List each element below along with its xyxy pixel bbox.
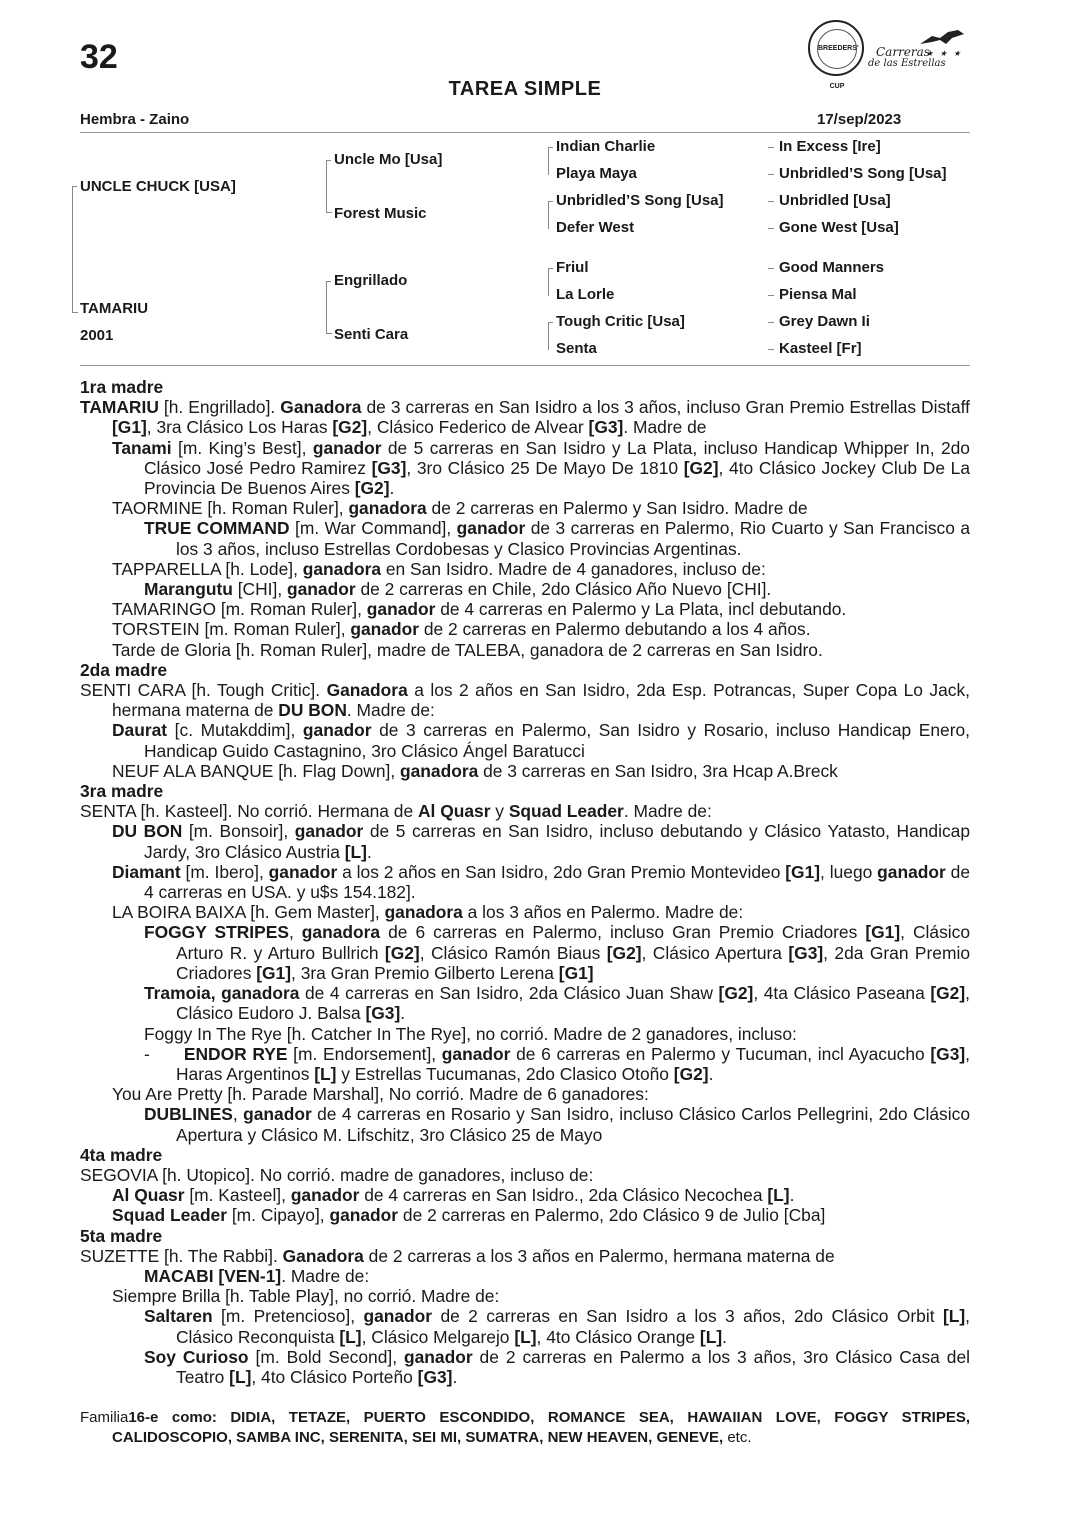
section-heading: 2da madre (80, 659, 167, 680)
pedigree-g3-5: Friul (556, 259, 589, 276)
paragraph: LA BOIRA BAIXA [h. Gem Master], ganadora a los 3 años en Palermo. Madre de: (112, 902, 744, 923)
page-title: TAREA SIMPLE (448, 78, 602, 100)
bracket-tick (326, 333, 332, 334)
pedigree-g2-4: Senti Cara (334, 326, 409, 343)
pedigree-g2-2: Forest Music (334, 205, 427, 222)
paragraph: TAORMINE [h. Roman Ruler], ganadora de 2 carreras en Palermo y San Isidro. Madre de (112, 498, 808, 519)
pedigree-rule (80, 365, 970, 366)
bracket-tick (768, 295, 774, 296)
family-label: Familia (80, 1409, 129, 1426)
section-heading: 5ta madre (80, 1225, 163, 1246)
pedigree-g4-5: Good Manners (779, 259, 885, 276)
paragraph: MACABI [VEN-1]. Madre de: (144, 1265, 370, 1286)
paragraph: TRUE COMMAND [m. War Command], ganador de 3 carreras en Palermo, Rio Cuarto y San Francisco a los 3 años, incluso Estrellas Cordobesas y Clasico Provincias Argentinas. (144, 518, 971, 559)
carreras-estrellas-logo (866, 24, 971, 74)
paragraph: NEUF ALA BANQUE [h. Flag Down], ganadora de 3 carreras en San Isidro, 3ra Hcap A.Breck (112, 760, 838, 781)
pedigree-g3-2: Playa Maya (556, 165, 637, 182)
paragraph: Al Quasr [m. Kasteel], ganador de 4 carreras en San Isidro., 2da Clásico Necochea [L]. (112, 1185, 795, 1206)
bracket-g2-a (326, 160, 331, 213)
bracket-tick (72, 312, 78, 313)
pedigree-g2-1: Uncle Mo [Usa] (334, 151, 443, 168)
paragraph: Squad Leader [m. Cipayo], ganador de 2 carreras en Palermo, 2do Clásico 9 de Julio [Cba] (112, 1205, 826, 1226)
pedigree-g3-6: La Lorle (556, 286, 615, 303)
pedigree-g4-4: Gone West [Usa] (779, 219, 899, 236)
paragraph: You Are Pretty [h. Parade Marshal], No corrió. Madre de 6 ganadores: (112, 1084, 649, 1105)
top-rule (80, 132, 970, 133)
page-number: 32 (80, 38, 118, 76)
paragraph: FOGGY STRIPES, ganadora de 6 carreras en Palermo, incluso Gran Premio Criadores [G1], Clásico Arturo R. y Arturo Bullrich [G2], Clásico Ramón Biaus [G2], Clásico Apertura [G3], 2da Gran Premio Criadores [G1], 3ra Gran Premio Gilberto Lerena [G1] (144, 922, 971, 983)
bracket-tick (768, 268, 774, 269)
bracket-tick (768, 322, 774, 323)
bracket-g3 (548, 322, 553, 350)
pedigree-g4-3: Unbridled [Usa] (779, 192, 891, 209)
family-footer (80, 1408, 970, 1448)
paragraph: DU BON [m. Bonsoir], ganador de 5 carreras en San Isidro, incluso debutando y Clásico Yatasto, Handicap Jardy, 3ro Clásico Austria [L]. (112, 821, 970, 862)
pedigree-dam: TAMARIU (80, 300, 149, 317)
pedigree-g3-8: Senta (556, 340, 597, 357)
family-code: 16-e (128, 1409, 159, 1426)
logo-line1: Carreras (876, 45, 930, 59)
paragraph: Tramoia, ganadora de 4 carreras en San Isidro, 2da Clásico Juan Shaw [G2], 4ta Clásico Paseana [G2], Clásico Eudoro J. Balsa [G3]. (144, 983, 970, 1024)
section-heading: 3ra madre (80, 781, 164, 802)
paragraph: SUZETTE [h. The Rabbi]. Ganadora de 2 carreras a los 3 años en Palermo, hermana materna de (80, 1245, 835, 1266)
paragraph: TAMARINGO [m. Roman Ruler], ganador de 4 carreras en Palermo y La Plata, incl debutando. (112, 599, 847, 620)
stars-icon: ★ ★ ★ (926, 49, 963, 58)
paragraph: SEGOVIA [h. Utopico]. No corrió. madre de ganadores, incluso de: (80, 1164, 594, 1185)
logo-text: BREEDERS' CUP (817, 29, 857, 69)
pedigree-g3-7: Tough Critic [Usa] (556, 313, 685, 330)
bracket-tick (768, 201, 774, 202)
bracket-tick (768, 228, 774, 229)
pedigree-sire: UNCLE CHUCK [USA] (80, 178, 236, 195)
bracket-tick (768, 349, 774, 350)
paragraph: Diamant [m. Ibero], ganador a los 2 años en San Isidro, 2do Gran Premio Montevideo [G1], luego ganador de 4 carreras en USA. y u$s 154.182]. (112, 861, 970, 903)
bracket-g3 (548, 147, 553, 175)
paragraph: Saltaren [m. Pretencioso], ganador de 2 carreras en San Isidro a los 3 años, 2do Clásico Orbit [L], Clásico Reconquista [L], Clásico Melgarejo [L], 4to Clásico Orange [L]. (144, 1306, 970, 1347)
sex-color: Hembra - Zaino (80, 111, 190, 128)
breeders-cup-logo (808, 20, 864, 90)
paragraph: TAPPARELLA [h. Lode], ganadora en San Isidro. Madre de 4 ganadores, incluso de: (112, 558, 766, 579)
bracket-tick (326, 212, 332, 213)
bracket-gen1 (72, 186, 77, 313)
paragraph: TORSTEIN [m. Roman Ruler], ganador de 2 carreras en Palermo debutando a los 4 años. (112, 619, 811, 640)
paragraph: DUBLINES, ganador de 4 carreras en Rosario y San Isidro, incluso Clásico Carlos Pellegrini, 2do Clásico Apertura y Clásico M. Lifschitz, 3ro Clásico 25 de Mayo (144, 1104, 970, 1145)
bracket-tick (768, 147, 774, 148)
logo-line2: de las Estrellas (868, 58, 946, 69)
paragraph: SENTA [h. Kasteel]. No corrió. Hermana de Al Quasr y Squad Leader. Madre de: (80, 801, 712, 822)
pedigree-g4-2: Unbridled’S Song [Usa] (779, 165, 947, 182)
family-line (80, 1408, 970, 1448)
pedigree-year: 2001 (80, 327, 114, 344)
paragraph: Daurat [c. Mutakddim], ganador de 3 carreras en Palermo, San Isidro y Rosario, incluso Handicap Enero, Handicap Guido Castagnino, 3ro Clásico Ángel Baratucci (112, 720, 970, 761)
bracket-g3 (548, 201, 553, 229)
pedigree-g4-7: Grey Dawn Ii (779, 313, 870, 330)
pedigree-g4-6: Piensa Mal (779, 286, 857, 303)
bracket-tick (768, 174, 774, 175)
paragraph: Tarde de Gloria [h. Roman Ruler], madre de TALEBA, ganadora de 2 carreras en San Isidro. (112, 639, 823, 660)
section-heading: 4ta madre (80, 1144, 163, 1165)
bracket-g3 (548, 268, 553, 296)
pedigree-g3-3: Unbridled’S Song [Usa] (556, 192, 724, 209)
pedigree-g2-3: Engrillado (334, 272, 408, 289)
pedigree-g4-8: Kasteel [Fr] (779, 340, 862, 357)
pedigree-g3-1: Indian Charlie (556, 138, 656, 155)
produce-record (80, 377, 970, 1387)
family-members: como: DIDIA, TETAZE, PUERTO ESCONDIDO, ROMANCE SEA, HAWAIIAN LOVE, FOGGY STRIPES, CALIDOSCOPIO, SAMBA INC, SERENITA, SEI MI, SUMATRA, NEW HEAVEN, GENEVE, (112, 1409, 970, 1446)
pedigree-g3-4: Defer West (556, 219, 635, 236)
paragraph: Foggy In The Rye [h. Catcher In The Rye], no corrió. Madre de 2 ganadores, incluso: (144, 1023, 797, 1044)
paragraph: SENTI CARA [h. Tough Critic]. Ganadora a los 2 años en San Isidro, 2da Esp. Potrancas, Super Copa Lo Jack, hermana materna de DU BON. Madre de: (80, 680, 971, 721)
paragraph: TAMARIU [h. Engrillado]. Ganadora de 3 carreras en San Isidro a los 3 años, incluso Gran Premio Estrellas Distaff [G1], 3ra Clásico Los Haras [G2], Clásico Federico de Alvear [G3]. Madre de (80, 397, 971, 438)
family-etc: etc. (723, 1429, 752, 1446)
paragraph: - ENDOR RYE [m. Endorsement], ganador de 6 carreras en Palermo y Tucuman, incl Ayacucho [G3], Haras Argentinos [L] y Estrellas Tucumanas, 2do Clasico Otoño [G2]. (144, 1043, 971, 1084)
paragraph: Marangutu [CHI], ganador de 2 carreras en Chile, 2do Clásico Año Nuevo [CHI]. (144, 579, 772, 600)
paragraph: Tanami [m. King’s Best], ganador de 5 carreras en San Isidro y La Plata, incluso Handicap Whipper In, 2do Clásico José Pedro Ramirez [G3], 3ro Clásico 25 De Mayo De 1810 [G2], 4to Clásico Jockey Club De La Provincia De Buenos Aires [G2]. (112, 437, 971, 499)
pedigree-g4-1: In Excess [Ire] (779, 138, 881, 155)
paragraph: Siempre Brilla [h. Table Play], no corrió. Madre de: (112, 1286, 500, 1307)
date: 17/sep/2023 (817, 111, 902, 128)
section-heading: 1ra madre (80, 377, 164, 397)
bracket-g2-b (326, 281, 331, 334)
paragraph: Soy Curioso [m. Bold Second], ganador de 2 carreras en Palermo a los 3 años, 3ro Clásico Casa del Teatro [L], 4to Clásico Porteño [G3]. (144, 1346, 970, 1387)
